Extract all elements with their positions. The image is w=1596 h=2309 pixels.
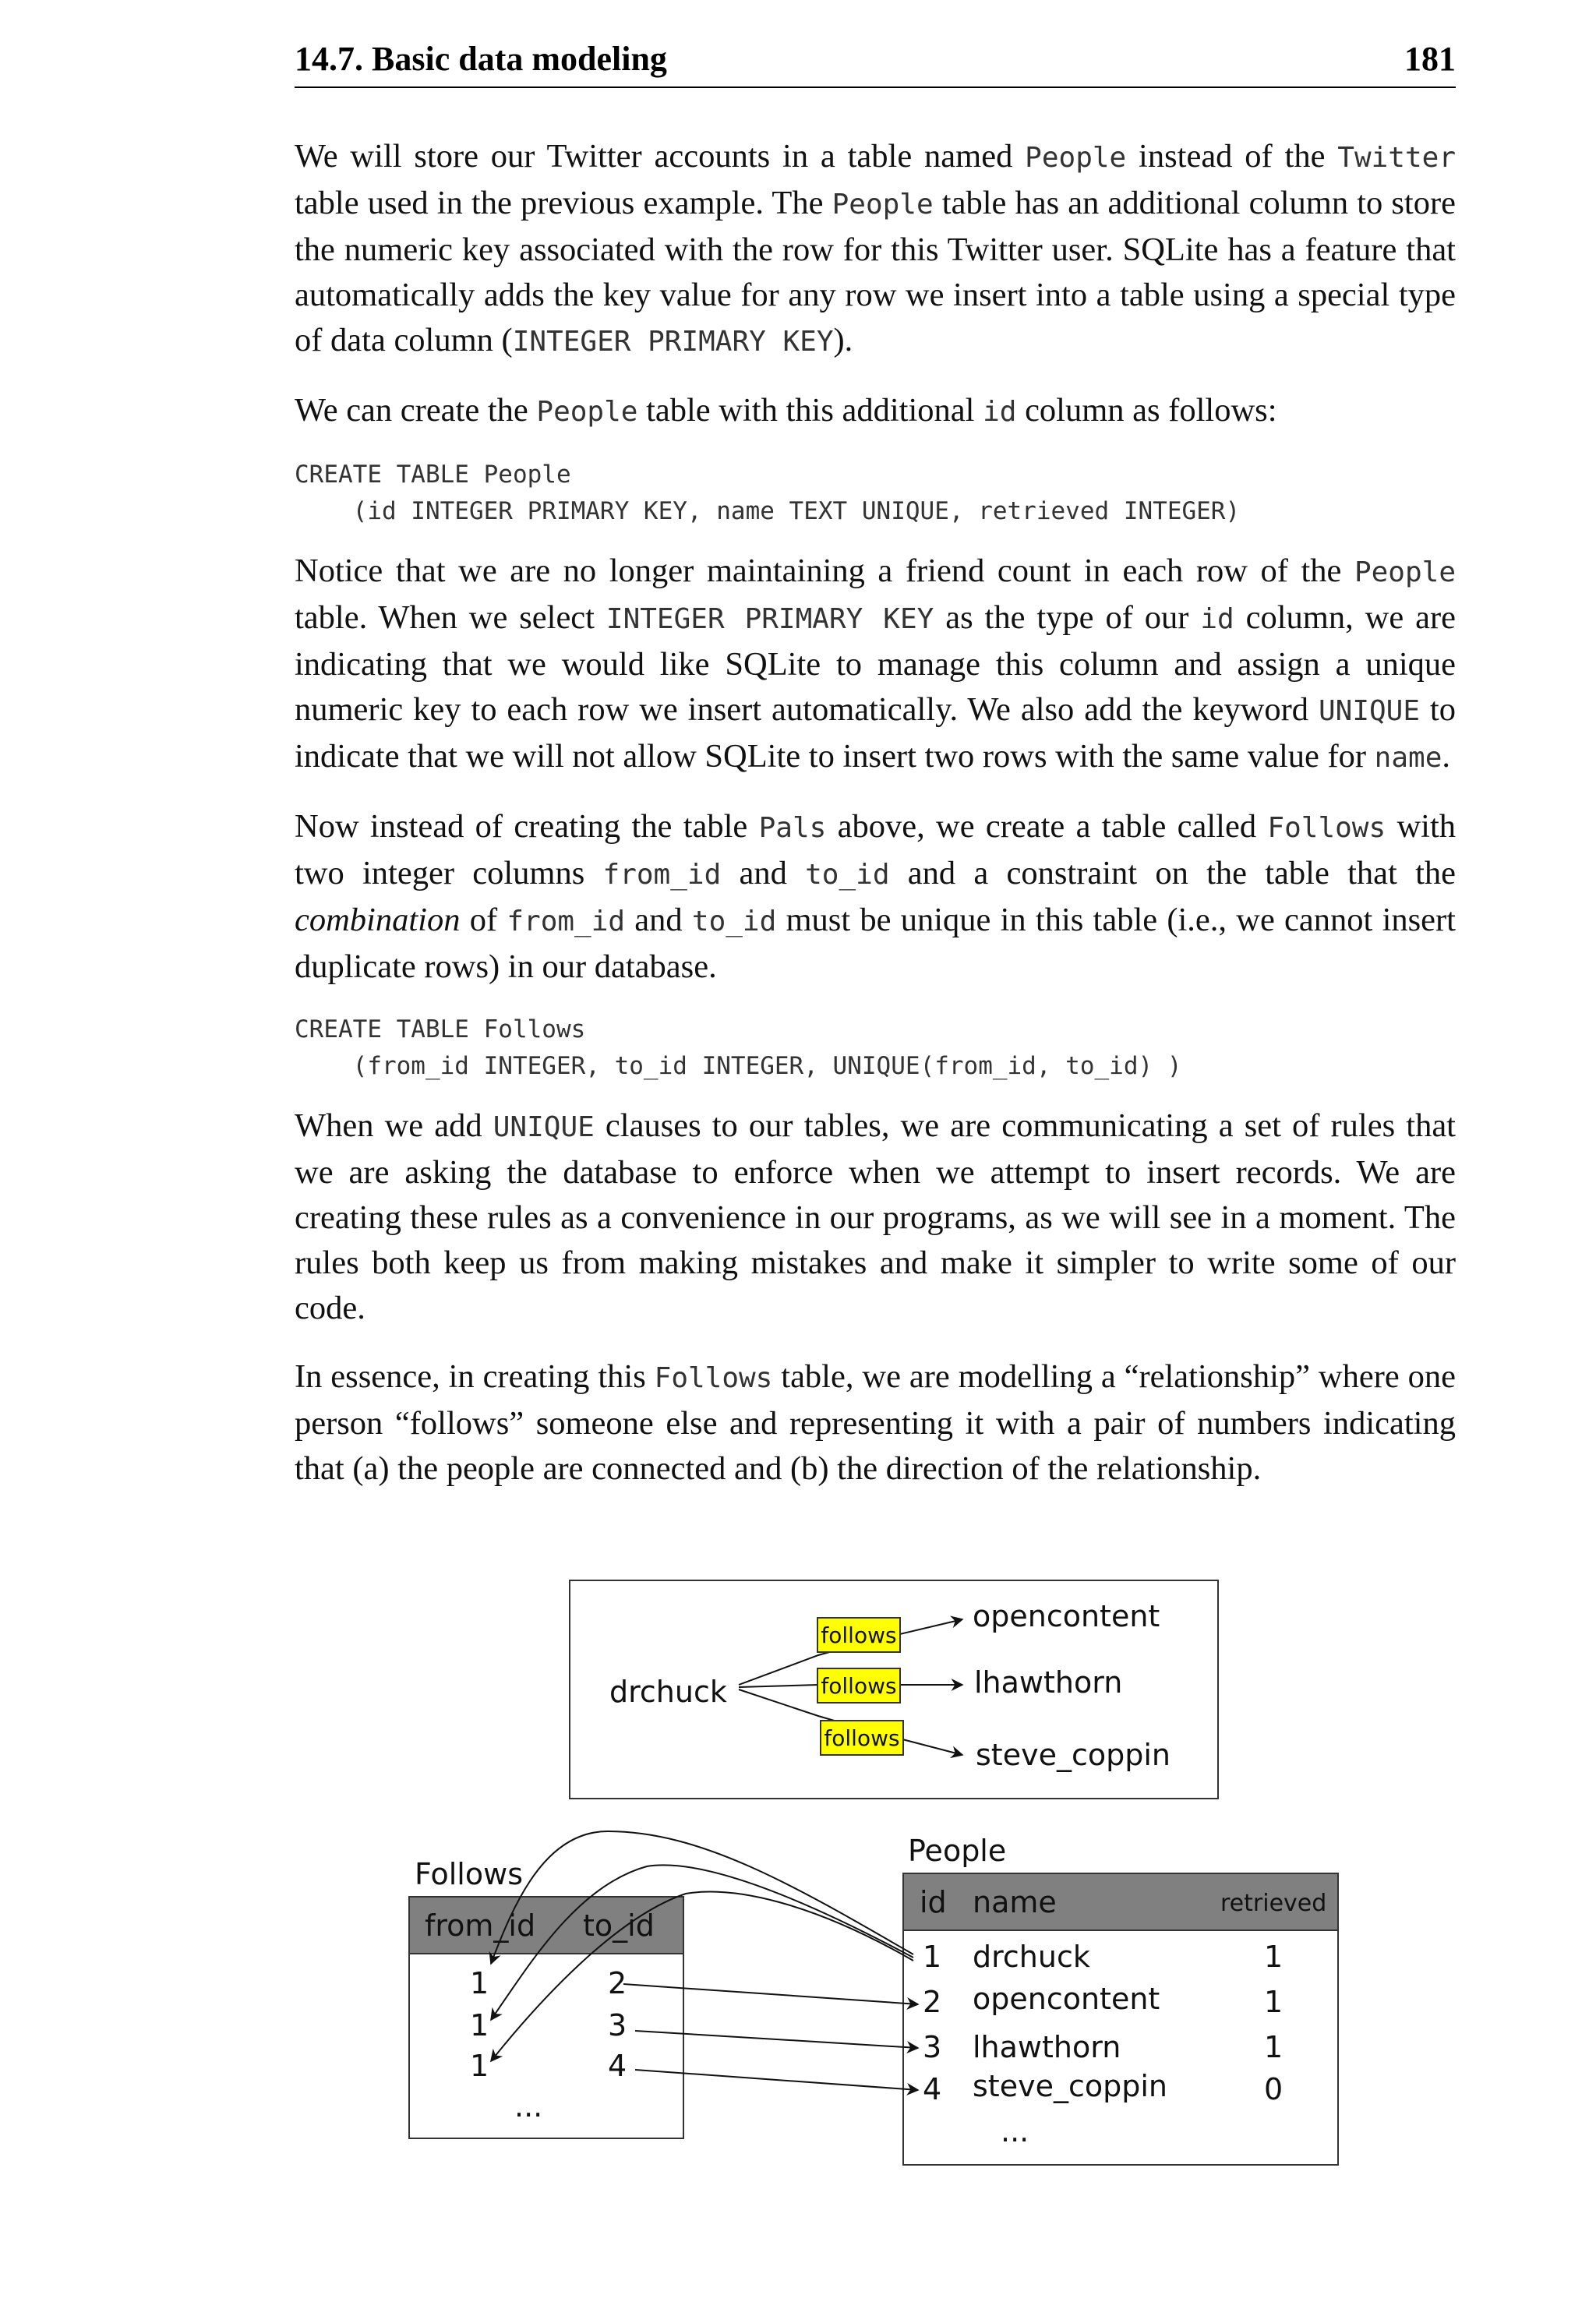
- follows-cell-from-1: 1: [470, 1966, 489, 2000]
- graph-target-lhawthorn: lhawthorn: [974, 1665, 1123, 1700]
- code-block-people: CREATE TABLE People (id INTEGER PRIMARY KEY, name TEXT UNIQUE, retrieved INTEGER): [295, 461, 1241, 525]
- people-cell-retrieved-2: 1: [1264, 1985, 1284, 2019]
- paragraph-1: We will store our Twitter accounts in a table named People instead of the Twitter table used in the previous example. The People table has an additional column to store the numeric key associated with the row for this Twitter user. SQLite has a feature that automatically adds the key value for any row we insert into a table using a special type of data column (INTEGER PRIMARY KEY).: [295, 138, 1456, 358]
- people-cell-id-2: 2: [923, 1985, 942, 2019]
- paragraph-2: We can create the People table with this additional id column as follows:: [295, 392, 1277, 429]
- people-table-title: People: [908, 1834, 1007, 1868]
- inline-code: UNIQUE: [1318, 695, 1421, 727]
- inline-code: Follows: [654, 1362, 773, 1394]
- inline-code: name: [1374, 742, 1442, 774]
- inline-code: INTEGER PRIMARY KEY: [512, 326, 834, 358]
- inline-code: to_id: [691, 906, 777, 937]
- follows-ellipsis: ...: [514, 2089, 543, 2124]
- people-cell-retrieved-1: 1: [1264, 1940, 1284, 1974]
- inline-code: id: [1200, 603, 1234, 635]
- inline-code: from_id: [507, 906, 626, 937]
- section-title: 14.7. Basic data modeling: [295, 40, 667, 78]
- people-cell-id-3: 3: [923, 2030, 942, 2064]
- inline-code: People: [536, 396, 638, 428]
- inline-code: Twitter: [1337, 142, 1456, 174]
- emphasis: combination: [295, 902, 461, 938]
- follows-cell-to-2: 3: [608, 2008, 627, 2042]
- inline-code: People: [1025, 142, 1127, 174]
- paragraph-6: In essence, in creating this Follows table, we are modelling a “relationship” where one person “follows” someone else and representing it with a pair of numbers indicating that (a) the people are connected and (b) the direction of the relationship.: [295, 1358, 1456, 1487]
- inline-code: People: [832, 189, 934, 221]
- people-cell-id-1: 1: [923, 1940, 942, 1974]
- inline-code: id: [983, 396, 1017, 428]
- people-cell-retrieved-4: 0: [1264, 2072, 1284, 2106]
- people-cell-id-4: 4: [923, 2072, 942, 2106]
- people-cell-name-2: opencontent: [973, 1982, 1160, 2016]
- follows-cell-to-1: 2: [608, 1966, 627, 2000]
- people-cell-name-4: steve_coppin: [973, 2069, 1167, 2103]
- edge-label-follows-3: follows: [824, 1725, 900, 1751]
- follows-cell-from-3: 1: [470, 2049, 489, 2083]
- people-cell-name-1: drchuck: [973, 1940, 1090, 1974]
- page-number: 181: [1404, 40, 1456, 78]
- follows-col-from-id: from_id: [425, 1908, 536, 1943]
- paragraph-3: Notice that we are no longer maintaining a friend count in each row of the People table. When we select INTEGER PRIMARY KEY as the type of our id column, we are indicating that we would like SQLite to manage this column and assign a unique numeric key to each row we insert automatically. We also add the keyword UNIQUE to indicate that we will not allow SQLite to insert two rows with the same value for name.: [295, 553, 1456, 775]
- inline-code: Pals: [758, 812, 827, 844]
- follows-cell-from-2: 1: [470, 2008, 489, 2042]
- inline-code: from_id: [602, 859, 722, 891]
- people-cell-retrieved-3: 1: [1264, 2030, 1284, 2064]
- inline-code: UNIQUE: [493, 1111, 595, 1143]
- inline-code: Follows: [1267, 812, 1386, 844]
- graph-target-opencontent: opencontent: [973, 1599, 1160, 1633]
- follows-cell-to-3: 4: [608, 2049, 627, 2083]
- paragraph-5: When we add UNIQUE clauses to our tables, we are communicating a set of rules that we are asking the database to enforce when we attempt to insert records. We are creating these rules as a convenience in our programs, as we will see in a moment. The rules both keep us from making mistakes and make it simpler to write some of our code.: [295, 1107, 1456, 1326]
- people-col-id: id: [920, 1885, 947, 1919]
- inline-code: People: [1354, 556, 1456, 588]
- follows-col-to-id: to_id: [583, 1908, 655, 1943]
- edge-label-follows-1: follows: [821, 1622, 897, 1648]
- people-ellipsis: ...: [1001, 2114, 1029, 2148]
- edge-label-follows-2: follows: [821, 1673, 897, 1699]
- inline-code: to_id: [805, 859, 890, 891]
- people-cell-name-3: lhawthorn: [973, 2030, 1121, 2064]
- graph-source-node: drchuck: [609, 1675, 727, 1709]
- people-col-retrieved: retrieved: [1220, 1890, 1327, 1917]
- follows-table-title: Follows: [415, 1857, 523, 1891]
- graph-target-steve-coppin: steve_coppin: [976, 1738, 1171, 1772]
- code-block-follows: CREATE TABLE Follows (from_id INTEGER, to_id INTEGER, UNIQUE(from_id, to_id) ): [295, 1015, 1182, 1080]
- paragraph-4: Now instead of creating the table Pals above, we create a table called Follows with two integer columns from_id and to_id and a constraint on the table that the combination of from_id and to_id must be unique in this table (i.e., we cannot insert duplicate rows) in our database.: [295, 808, 1456, 985]
- people-col-name: name: [973, 1885, 1057, 1919]
- inline-code: INTEGER PRIMARY KEY: [606, 603, 934, 635]
